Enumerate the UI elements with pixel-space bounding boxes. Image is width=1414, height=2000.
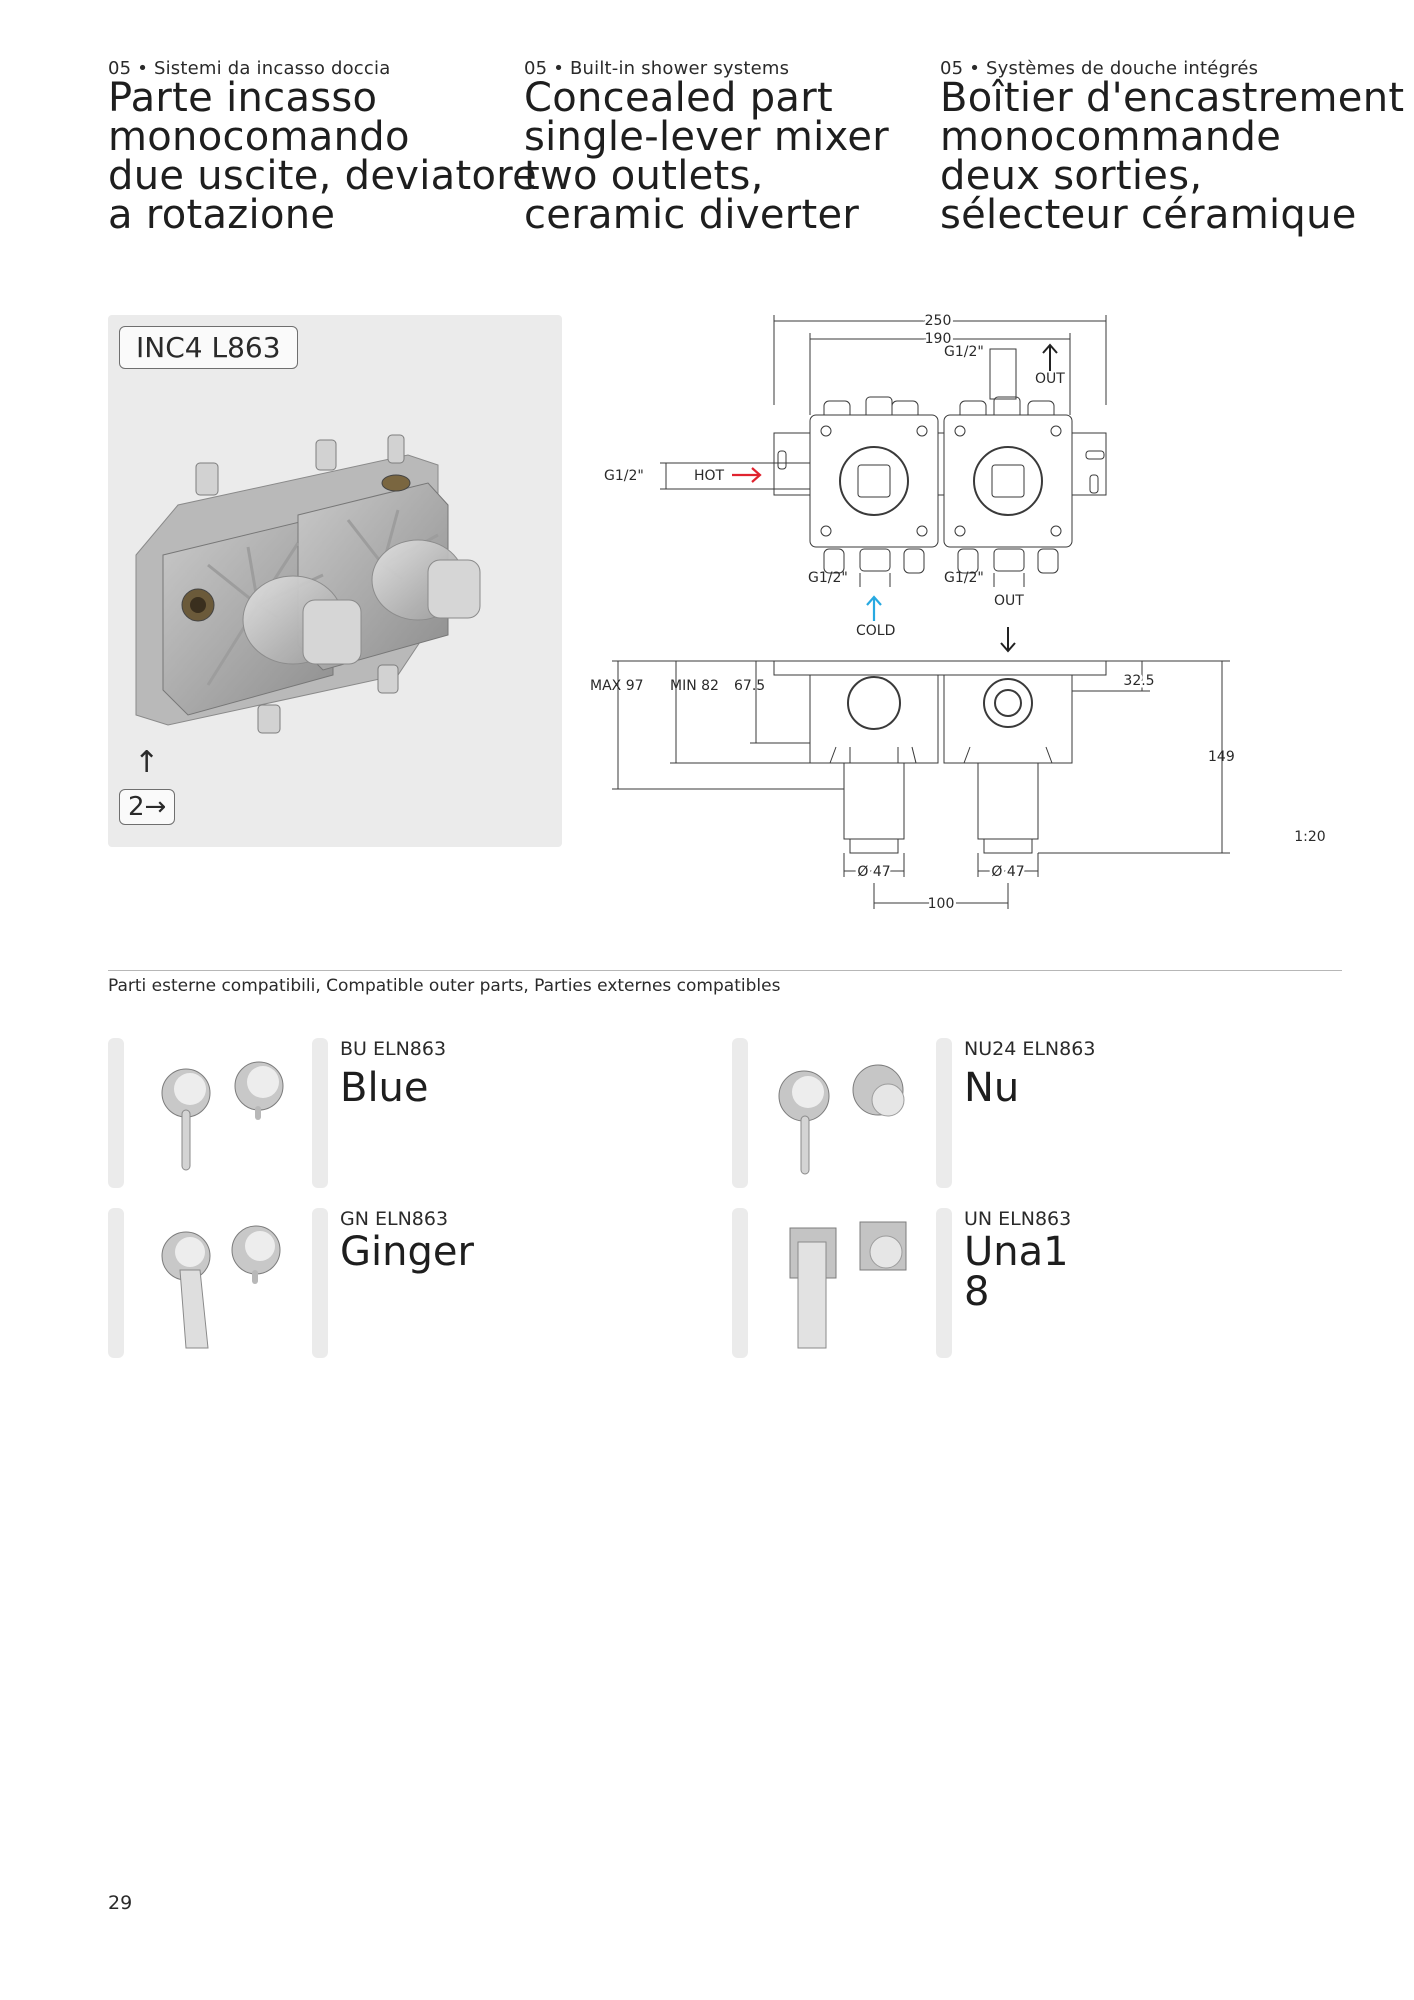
card-strip-right <box>936 1208 952 1358</box>
card-strip-right <box>312 1038 328 1188</box>
compatible-card-nu[interactable] <box>732 1038 1096 1188</box>
arrow-up-icon: ↑ <box>134 745 160 780</box>
card-strip-right <box>936 1038 952 1188</box>
section-subtitle-it: 05 • Sistemi da incasso doccia <box>108 58 391 79</box>
compatible-heading: Parti esterne compatibili, Compatible outer parts, Parties externes compatibles <box>108 976 781 996</box>
card-strip-left <box>108 1038 124 1188</box>
product-code-badge: INC4 L863 <box>119 326 298 369</box>
thread-bottom-left-label: G1/2" <box>808 570 848 586</box>
compatible-card-ginger[interactable] <box>108 1208 474 1358</box>
section-subtitle-fr: 05 • Systèmes de douche intégrés <box>940 58 1259 79</box>
thread-top-label: G1/2" <box>944 344 984 360</box>
mixer-image-blue <box>124 1038 312 1188</box>
out-arrow-up-icon <box>1043 345 1057 371</box>
concealed-body-image <box>108 315 562 847</box>
diameter-left-label: Ø 47 <box>857 864 891 880</box>
outlets-badge: 2→ <box>119 789 175 825</box>
card-name-blue: Blue <box>340 1065 429 1111</box>
section-subtitle-en: 05 • Built-in shower systems <box>524 58 790 79</box>
card-strip-left <box>732 1208 748 1358</box>
card-strip-left <box>108 1208 124 1358</box>
technical-drawing-svg <box>580 305 1350 925</box>
header-column-it <box>108 58 538 238</box>
out-arrow-down-icon <box>1001 627 1015 651</box>
diameter-right-label: Ø 47 <box>991 864 1025 880</box>
cold-label: COLD <box>856 623 896 639</box>
product-photo-panel <box>108 315 562 847</box>
section-divider <box>108 970 1342 971</box>
dim-width-inner: 190 <box>924 331 952 347</box>
hot-label: HOT <box>694 468 725 484</box>
max-depth-label: MAX 97 <box>590 678 644 694</box>
card-name-nu: Nu <box>964 1065 1020 1111</box>
card-name-ginger: Ginger <box>340 1229 474 1275</box>
card-strip-left <box>732 1038 748 1188</box>
hot-arrow-icon <box>732 468 760 482</box>
dim-width-total: 250 <box>924 313 952 329</box>
card-code-blue: BU ELN863 <box>340 1038 447 1060</box>
thread-bottom-right-label: G1/2" <box>944 570 984 586</box>
mixer-image-ginger <box>124 1208 312 1358</box>
technical-drawing <box>580 305 1350 929</box>
mixer-image-nu <box>748 1038 936 1188</box>
out-bottom-label: OUT <box>994 593 1024 609</box>
card-name-una18: Una1 8 <box>964 1229 1069 1315</box>
card-code-nu: NU24 ELN863 <box>964 1038 1096 1060</box>
scale-label: 1:20 <box>1294 829 1326 845</box>
product-title-fr: Boîtier d'encastrement monocommande deux sorties, sélecteur céramique <box>940 75 1405 238</box>
compatible-card-blue[interactable] <box>108 1038 447 1188</box>
header-column-fr <box>940 58 1405 238</box>
depth-a-label: 67.5 <box>734 678 766 694</box>
compatible-card-una18[interactable] <box>732 1208 1072 1358</box>
card-strip-right <box>312 1208 328 1358</box>
min-depth-label: MIN 82 <box>670 678 719 694</box>
height-label: 149 <box>1208 749 1235 765</box>
product-title-it: Parte incasso monocomando due uscite, deviatore a rotazione <box>108 75 538 238</box>
card-code-ginger: GN ELN863 <box>340 1208 449 1230</box>
thread-left-label: G1/2" <box>604 468 644 484</box>
page-number: 29 <box>108 1892 133 1914</box>
product-title-en: Concealed part single-lever mixer two outlets, ceramic diverter <box>524 75 889 238</box>
header-column-en <box>524 58 889 238</box>
out-top-label: OUT <box>1035 371 1065 387</box>
spacing-label: 100 <box>927 896 955 912</box>
cold-arrow-icon <box>867 597 881 621</box>
depth-b-label: 32.5 <box>1123 673 1155 689</box>
mixer-image-una18 <box>748 1208 936 1358</box>
card-code-una18: UN ELN863 <box>964 1208 1072 1230</box>
